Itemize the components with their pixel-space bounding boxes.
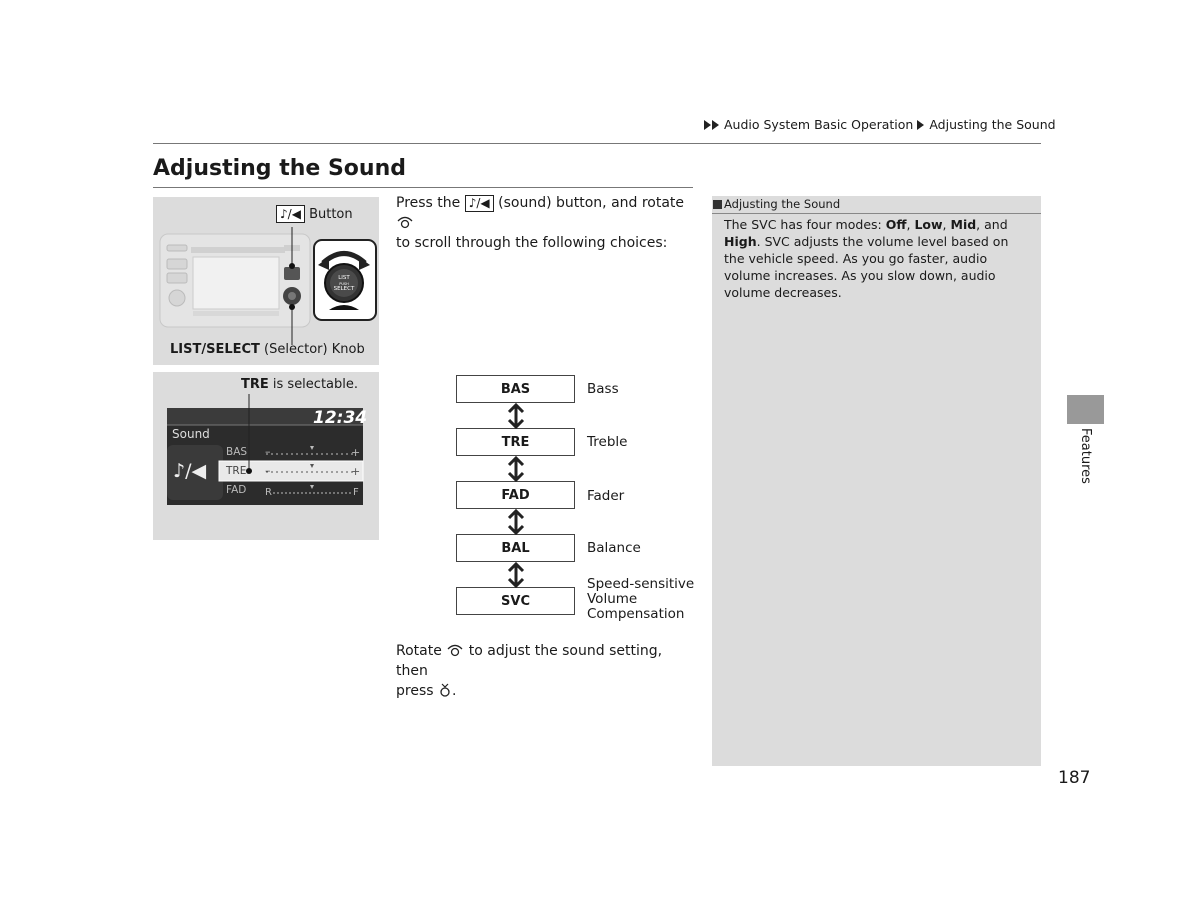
mode-label-balance: Balance xyxy=(587,540,641,556)
svg-text:LIST: LIST xyxy=(338,275,350,281)
note-sep: , xyxy=(906,217,915,232)
mode-box-bas: BAS xyxy=(456,375,575,403)
note-mode-high: High xyxy=(724,234,757,249)
svg-text:–: – xyxy=(265,445,271,458)
triangle-right-icon xyxy=(917,120,924,130)
svg-text:–: – xyxy=(265,464,271,477)
display-clock: 12:34 xyxy=(313,408,368,428)
instruction-scroll-part2: (sound) button, and rotate xyxy=(493,195,685,211)
note-mode-low: Low xyxy=(914,217,943,232)
svg-text:PUSH: PUSH xyxy=(339,282,349,286)
selector-knob-rest: (Selector) Knob xyxy=(259,342,365,357)
mode-box-fad: FAD xyxy=(456,481,575,509)
instruction-adjust xyxy=(396,641,696,701)
triangle-right-icon xyxy=(712,120,719,130)
breadcrumb xyxy=(704,117,1056,132)
rotate-knob-icon xyxy=(446,643,464,657)
instruction-scroll xyxy=(396,193,696,253)
double-arrow-icon xyxy=(506,509,526,535)
section-tab-label: Features xyxy=(1078,428,1093,484)
note-heading xyxy=(712,196,1041,214)
breadcrumb-section: Audio System Basic Operation xyxy=(723,117,914,132)
header-rule xyxy=(153,143,1041,144)
tre-callout-rest: is selectable. xyxy=(268,377,359,392)
note-sep: . xyxy=(756,234,761,249)
double-arrow-icon xyxy=(506,403,526,429)
note-marker-icon xyxy=(713,200,722,209)
mode-box-bal: BAL xyxy=(456,534,575,562)
mode-label-svc xyxy=(587,577,694,622)
note-svc-description: SVC adjusts the volume level based on the vehicle speed. As you go faster, audio volume increases. As you slow down, audio volume decreases. xyxy=(724,234,1009,300)
section-tab xyxy=(1067,395,1104,424)
svg-text:♪/◀: ♪/◀ xyxy=(173,460,207,482)
triangle-right-icon xyxy=(704,120,711,130)
head-unit-figure xyxy=(153,197,379,365)
selector-knob-bold: LIST/SELECT xyxy=(170,342,260,357)
instruction-adjust-part1: Rotate xyxy=(396,643,447,659)
note-heading-text: Adjusting the Sound xyxy=(724,197,841,211)
double-arrow-icon xyxy=(506,456,526,482)
double-arrow-icon xyxy=(506,562,526,588)
svg-text:+: + xyxy=(351,446,361,459)
page-number: 187 xyxy=(1058,768,1091,788)
mode-box-svc: SVC xyxy=(456,587,575,615)
mode-label-treble: Treble xyxy=(587,434,628,450)
mode-label-fader: Fader xyxy=(587,488,625,504)
svc-line-1: Speed-sensitive xyxy=(587,576,695,592)
note-mode-mid: Mid xyxy=(950,217,977,232)
page-title: Adjusting the Sound xyxy=(153,156,406,181)
instruction-scroll-part1: Press the xyxy=(396,195,465,211)
svg-text:R: R xyxy=(265,487,272,498)
svc-line-3: Compensation xyxy=(587,606,685,622)
instruction-scroll-part3: to scroll through the following choices: xyxy=(396,235,668,251)
svg-text:SELECT: SELECT xyxy=(333,286,355,292)
music-note-icon: ♪/◀ xyxy=(465,195,494,212)
press-knob-icon xyxy=(438,683,452,697)
display-row-fad: FAD xyxy=(226,484,247,496)
display-title: Sound xyxy=(172,427,210,441)
sound-button-label: Button xyxy=(309,207,353,222)
music-note-icon: ♪/◀ xyxy=(276,205,305,223)
svc-line-2: Volume xyxy=(587,591,638,607)
sound-display-figure xyxy=(153,372,379,540)
rotate-knob-icon xyxy=(396,215,414,229)
mode-label-bass: Bass xyxy=(587,381,619,397)
note-sep: , xyxy=(942,217,951,232)
sound-button-callout xyxy=(276,205,353,223)
svg-text:F: F xyxy=(353,487,359,498)
instruction-adjust-part3: press xyxy=(396,683,438,699)
note-text: The SVC has four modes: xyxy=(724,217,886,232)
mode-box-tre: TRE xyxy=(456,428,575,456)
display-row-bas: BAS xyxy=(226,446,248,458)
note-body xyxy=(724,216,1032,301)
display-row-tre: TRE xyxy=(226,465,247,477)
tre-callout-bold: TRE xyxy=(241,377,269,392)
svg-text:+: + xyxy=(351,465,361,478)
title-rule xyxy=(153,187,693,188)
note-sep: , and xyxy=(976,217,1008,232)
selector-knob-callout xyxy=(170,342,365,357)
note-mode-off: Off xyxy=(885,217,907,232)
sound-display-illustration xyxy=(153,372,379,540)
breadcrumb-current: Adjusting the Sound xyxy=(929,117,1056,132)
instruction-adjust-part4: . xyxy=(452,683,457,699)
instruction-adjust-part2: to adjust the sound setting, then xyxy=(396,643,663,679)
